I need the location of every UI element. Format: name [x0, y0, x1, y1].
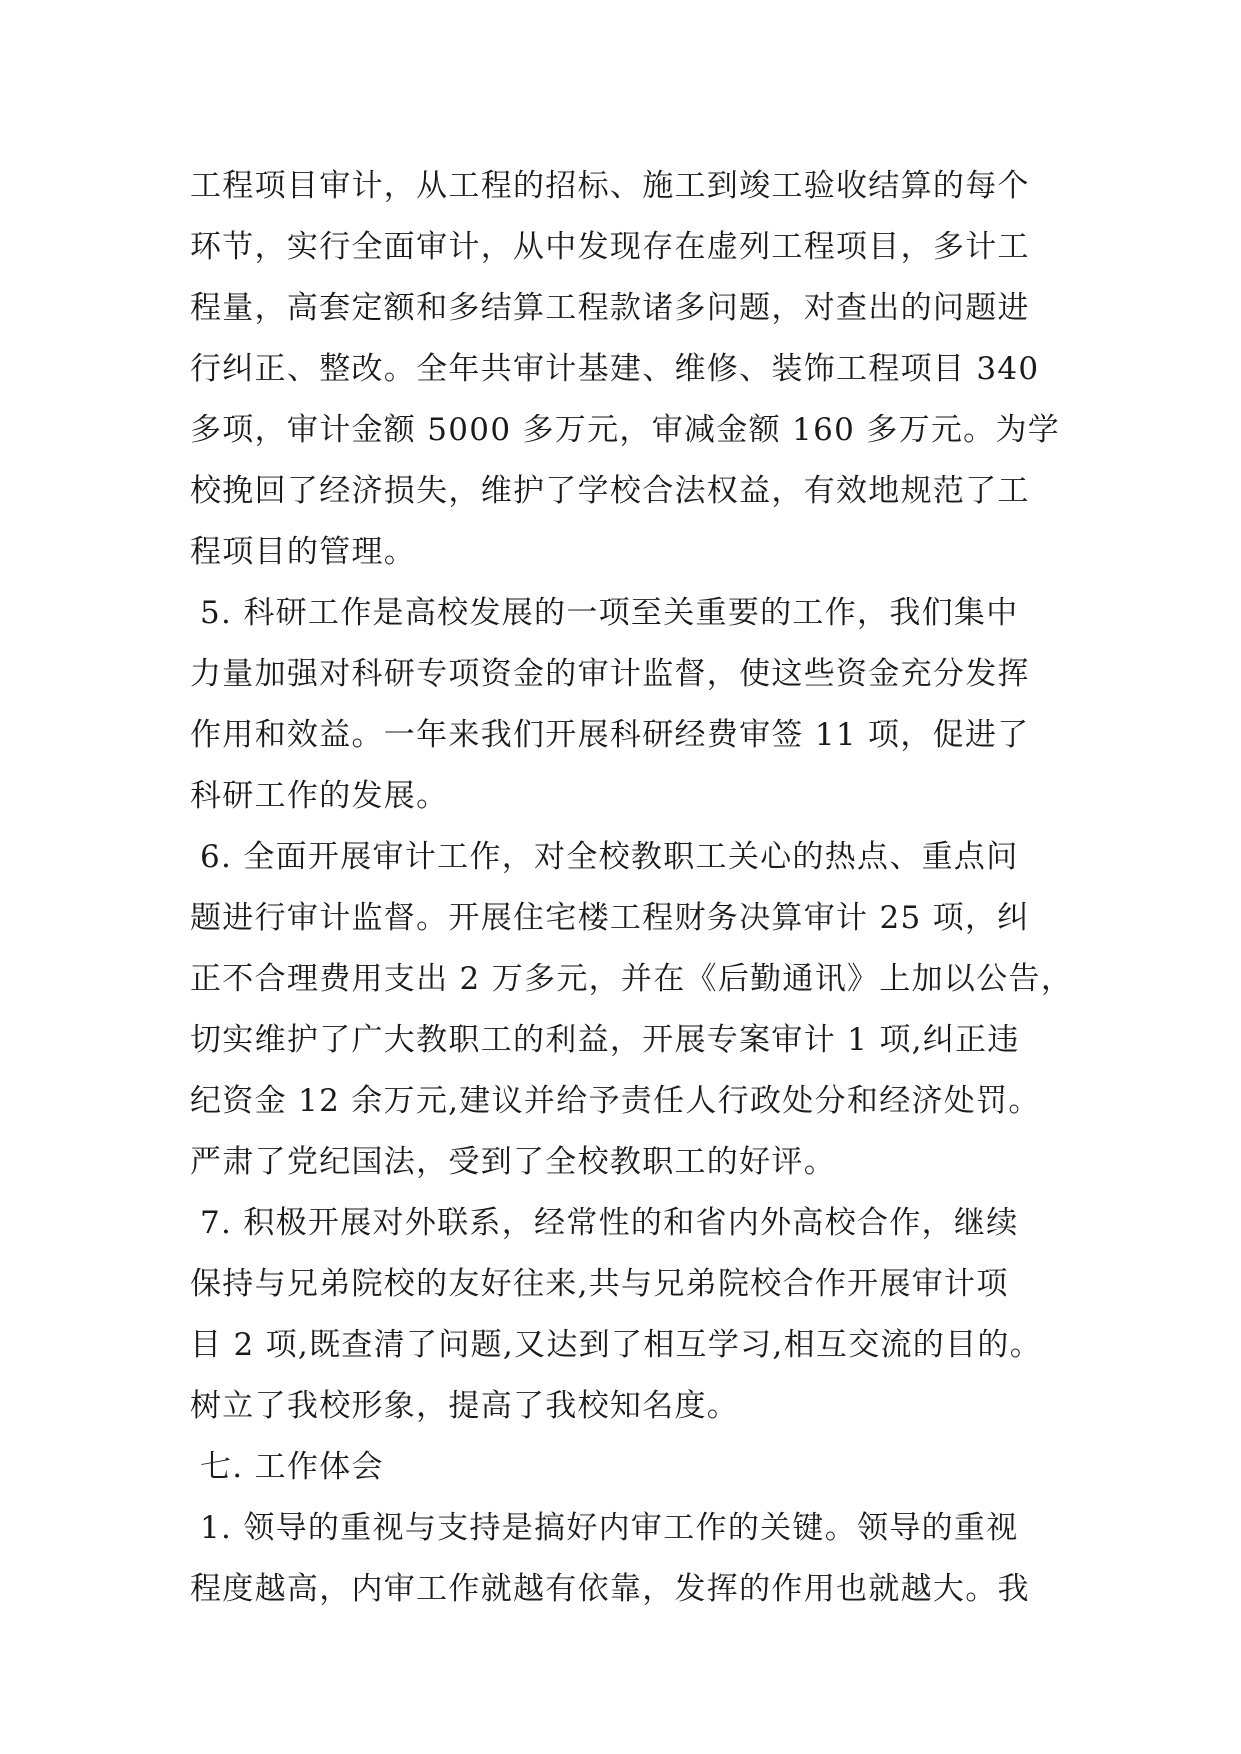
text-line: 严肃了党纪国法，受到了全校教职工的好评。: [190, 1144, 836, 1180]
text-line: 作用和效益。一年来我们开展科研经费审签 11 项，促进了: [190, 717, 1030, 753]
text-line: 程量，高套定额和多结算工程款诸多问题，对查出的问题进: [190, 290, 1030, 326]
text-line: 多项，审计金额 5000 多万元，审减金额 160 多万元。为学: [190, 412, 1061, 448]
text-line: 力量加强对科研专项资金的审计监督，使这些资金充分发挥: [190, 656, 1030, 692]
text-line: 目 2 项,既查清了问题,又达到了相互学习,相互交流的目的。: [190, 1327, 1042, 1363]
text-line: 保持与兄弟院校的友好往来,共与兄弟院校合作开展审计项: [190, 1266, 1009, 1302]
text-line: 纪资金 12 余万元,建议并给予责任人行政处分和经济处罚。: [190, 1083, 1041, 1119]
text-line: 程项目的管理。: [190, 534, 417, 570]
text-line: 正不合理费用支出 2 万多元，并在《后勤通讯》上加以公告，: [190, 961, 1074, 997]
paragraph-start-line: 6. 全面开展审计工作，对全校教职工关心的热点、重点问: [200, 839, 1019, 875]
text-line: 程度越高，内审工作就越有依靠，发挥的作用也就越大。我: [190, 1571, 1030, 1607]
paragraph-start-line: 1. 领导的重视与支持是搞好内审工作的关键。领导的重视: [200, 1510, 1019, 1546]
section-heading: 七. 工作体会: [200, 1449, 384, 1485]
text-line: 环节，实行全面审计，从中发现存在虚列工程项目，多计工: [190, 229, 1030, 265]
text-line: 行纠正、整改。全年共审计基建、维修、装饰工程项目 340: [190, 351, 1040, 387]
text-line: 树立了我校形象，提高了我校知名度。: [190, 1388, 740, 1424]
paragraph-start-line: 7. 积极开展对外联系，经常性的和省内外高校合作，继续: [200, 1205, 1019, 1241]
text-line: 切实维护了广大教职工的利益，开展专案审计 1 项,纠正违: [190, 1022, 1020, 1058]
body-text: [190, 156, 1074, 1620]
text-line: 校挽回了经济损失，维护了学校合法权益，有效地规范了工: [190, 473, 1030, 509]
text-line: 题进行审计监督。开展住宅楼工程财务决算审计 25 项，纠: [190, 900, 1030, 936]
paragraph-start-line: 5. 科研工作是高校发展的一项至关重要的工作，我们集中: [200, 595, 1019, 631]
text-line: 工程项目审计，从工程的招标、施工到竣工验收结算的每个: [190, 168, 1030, 204]
text-line: 科研工作的发展。: [190, 778, 449, 814]
